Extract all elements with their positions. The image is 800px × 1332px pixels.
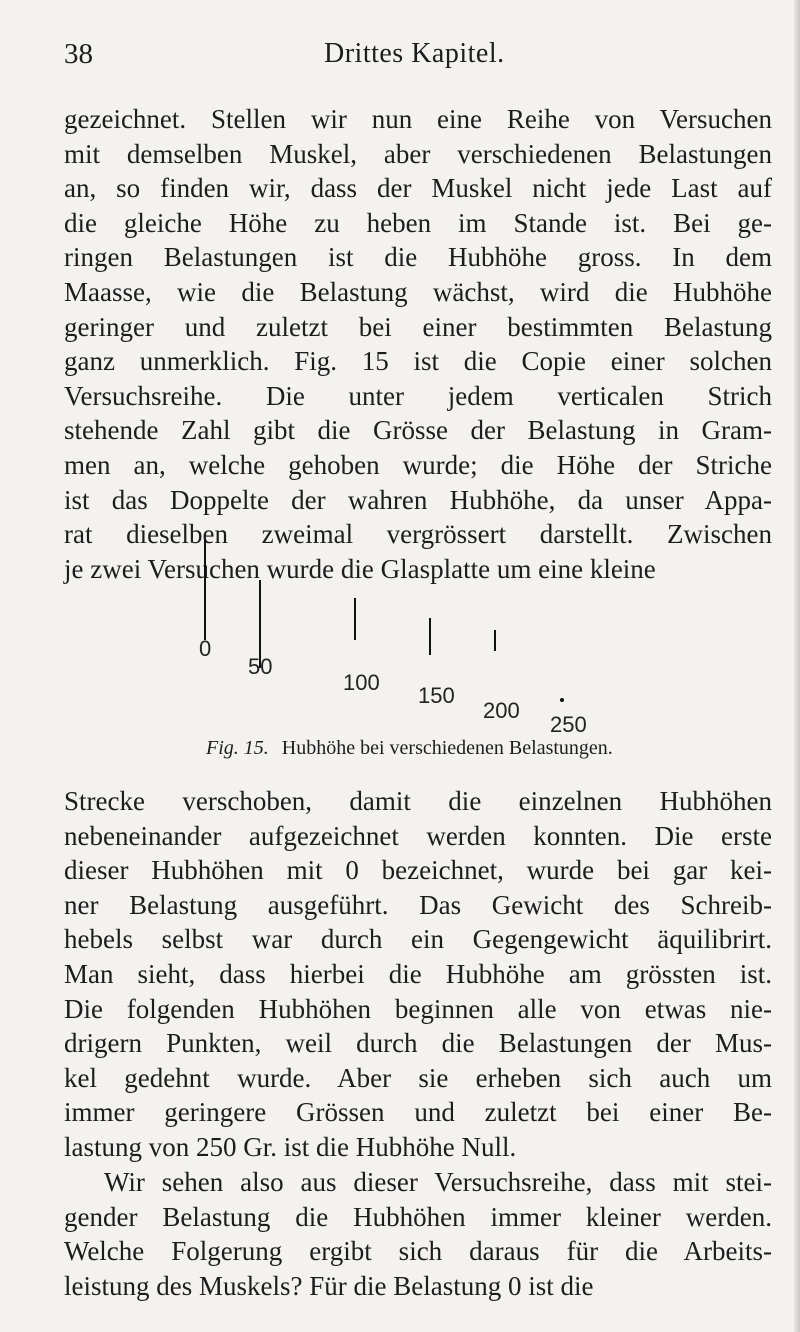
figure-caption-text: Hubhöhe bei verschiedenen Belastungen.: [281, 737, 613, 759]
text-line: gezeichnet. Stellen wir nun eine Reihe von Versuchen: [64, 104, 772, 134]
text-line: lastung von 250 Gr. ist die Hubhöhe Null.: [64, 1131, 517, 1162]
text-line: Wir sehen also aus dieser Versuchsreihe, dass mit stei-: [104, 1167, 772, 1197]
text-line: nebeneinander aufgezeichnet werden konnten. Die erste: [64, 820, 772, 851]
text-line: je zwei Versuchen wurde die Glasplatte um eine kleine: [64, 553, 656, 584]
load-label-250: 250: [550, 712, 587, 737]
text-line: kel gedehnt wurde. Aber sie erheben sich auch um: [64, 1062, 772, 1093]
load-label-200: 200: [483, 698, 520, 723]
lift-stroke-250: [560, 698, 564, 702]
text-line: men an, welche gehoben wurde; die Höhe der Striche: [64, 449, 772, 480]
load-label-0: 0: [199, 636, 212, 661]
text-line: Welche Folgerung ergibt sich daraus für die Arbeits-: [64, 1236, 772, 1267]
paragraph-2: [64, 784, 772, 1165]
page-number: 38: [64, 38, 93, 70]
text-line: leistung des Muskels? Für die Belastung 0 ist die: [64, 1270, 594, 1301]
text-line: die gleiche Höhe zu heben im Stande ist. Bei ge-: [64, 207, 772, 238]
load-label-150: 150: [418, 683, 455, 708]
text-line: Man sieht, dass hierbei die Hubhöhe am grössten ist.: [64, 958, 772, 989]
text-line: hebels selbst war durch ein Gegengewicht äquilibrirt.: [64, 924, 772, 955]
figure-caption: [206, 737, 613, 760]
running-head: Drittes Kapitel.: [324, 38, 505, 69]
lift-height-diagram: [199, 538, 660, 737]
page-edge-shadow: [794, 0, 800, 1332]
text-line: gender Belastung die Hubhöhen immer kleiner werden.: [64, 1201, 772, 1232]
text-line: rat dieselben zweimal vergrössert darstellt. Zwischen: [64, 519, 772, 550]
text-line: Maasse, wie die Belastung wächst, wird die Hubhöhe: [64, 276, 772, 307]
text-line: an, so finden wir, dass der Muskel nicht jede Last auf: [64, 173, 772, 204]
text-line: immer geringere Grössen und zuletzt bei einer Be-: [64, 1097, 772, 1128]
paragraph-3: [64, 1165, 772, 1303]
load-label-50: 50: [248, 654, 273, 679]
text-line: drigern Punkten, weil durch die Belastungen der Mus-: [64, 1028, 772, 1059]
text-line: dieser Hubhöhen mit 0 bezeichnet, wurde bei gar kei-: [64, 855, 772, 886]
figure-15: [199, 538, 660, 737]
load-label-100: 100: [343, 670, 380, 695]
text-line: Die folgenden Hubhöhen beginnen alle von etwas nie-: [64, 993, 772, 1024]
text-line: ganz unmerklich. Fig. 15 ist die Copie einer solchen: [64, 346, 772, 377]
text-line: ringen Belastungen ist die Hubhöhe gross. In dem: [64, 242, 772, 273]
text-line: stehende Zahl gibt die Grösse der Belastung in Gram-: [64, 415, 772, 446]
text-line: geringer und zuletzt bei einer bestimmten Belastung: [64, 311, 772, 342]
text-line: ist das Doppelte der wahren Hubhöhe, da unser Appa-: [64, 484, 772, 515]
paragraph-1: [64, 102, 772, 586]
text-line: Versuchsreihe. Die unter jedem verticalen Strich: [64, 380, 772, 411]
text-line: ner Belastung ausgeführt. Das Gewicht des Schreib-: [64, 889, 772, 920]
text-line: Strecke verschoben, damit die einzelnen Hubhöhen: [64, 786, 772, 816]
page-header: [64, 38, 764, 78]
figure-number: Fig. 15.: [206, 737, 269, 759]
text-line: mit demselben Muskel, aber verschiedenen Belastungen: [64, 138, 772, 169]
